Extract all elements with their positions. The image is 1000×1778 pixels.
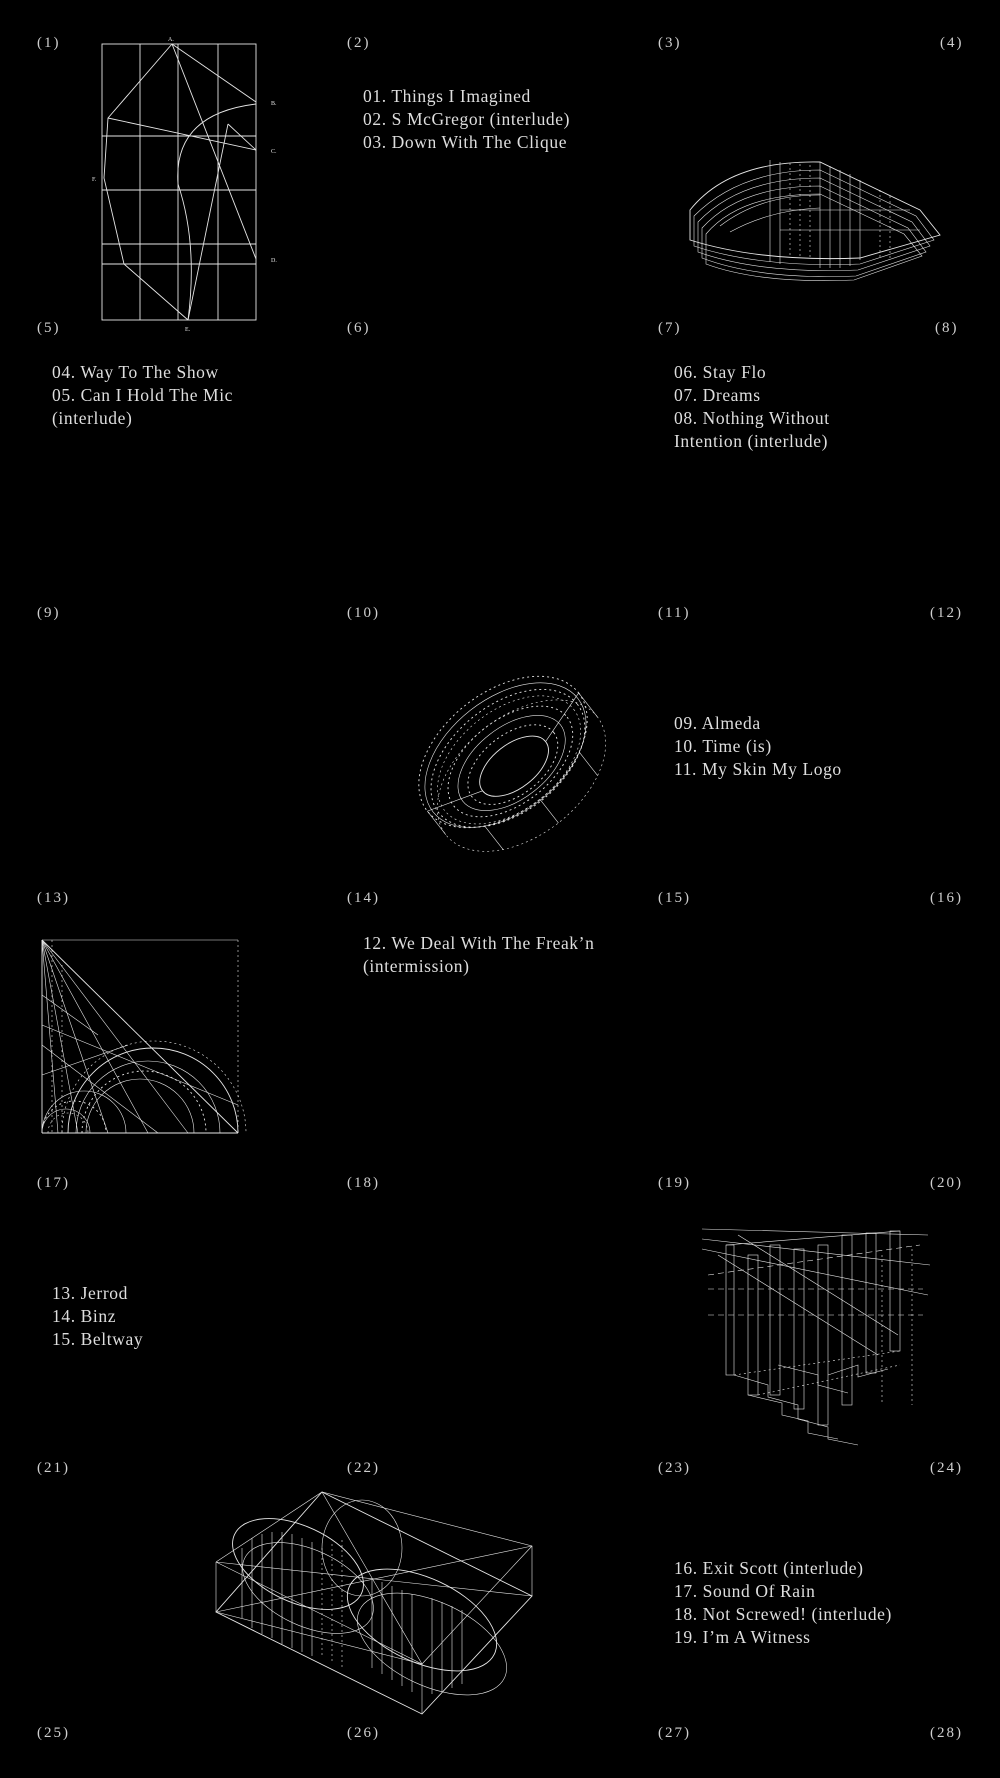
track-title: 10. Time (is) (674, 736, 772, 756)
track-title: 19. I’m A Witness (674, 1627, 811, 1647)
track-title: 12. We Deal With The Freak’n (363, 933, 595, 953)
track-title: 15. Beltway (52, 1329, 144, 1349)
cell-number: (12) (930, 605, 963, 621)
cell-number: (26) (347, 1725, 380, 1741)
track-title: 01. Things I Imagined (363, 86, 531, 106)
cell-number: (19) (658, 1175, 691, 1191)
geometric-grid-diagram (88, 34, 288, 334)
cell-number: (5) (37, 320, 61, 336)
track-title: 08. Nothing Without (674, 408, 830, 428)
cell-number: (1) (37, 35, 61, 51)
cell-number: (2) (347, 35, 371, 51)
tracklist-block (363, 85, 570, 154)
cell-number: (18) (347, 1175, 380, 1191)
isometric-wireframe-box (212, 1488, 542, 1718)
cell-number: (8) (935, 320, 959, 336)
cell-number: (11) (658, 605, 691, 621)
tracklist-block (674, 361, 830, 453)
cell-number: (14) (347, 890, 380, 906)
track-title: (interlude) (52, 408, 133, 428)
diagram-label: B. (271, 101, 277, 107)
track-title: 13. Jerrod (52, 1283, 128, 1303)
arches-plot-diagram (38, 935, 248, 1135)
cell-number: (23) (658, 1460, 691, 1476)
track-title: 14. Binz (52, 1306, 117, 1326)
cell-number: (27) (658, 1725, 691, 1741)
wireframe-columns-structure (698, 1225, 938, 1455)
diagram-label: C. (271, 149, 277, 155)
track-title: (intermission) (363, 956, 470, 976)
cell-number: (17) (37, 1175, 70, 1191)
diagram-label: A. (168, 37, 174, 43)
track-title: 17. Sound Of Rain (674, 1581, 816, 1601)
track-title: 03. Down With The Clique (363, 132, 568, 152)
track-title: 06. Stay Flo (674, 362, 767, 382)
diagram-label: E. (185, 327, 191, 333)
cell-number: (25) (37, 1725, 70, 1741)
cell-number: (10) (347, 605, 380, 621)
track-title: 04. Way To The Show (52, 362, 219, 382)
cell-number: (6) (347, 320, 371, 336)
cell-number: (3) (658, 35, 682, 51)
cell-number: (7) (658, 320, 682, 336)
cell-number: (16) (930, 890, 963, 906)
tracklist-block (52, 361, 233, 430)
track-title: 07. Dreams (674, 385, 761, 405)
tracklist-block (674, 712, 842, 781)
tracklist-block (674, 1557, 892, 1649)
tracklist-block (363, 932, 594, 978)
diagram-label: F. (92, 177, 97, 183)
cell-number: (9) (37, 605, 61, 621)
cell-number: (20) (930, 1175, 963, 1191)
tracklist-block (52, 1282, 143, 1351)
cell-number: (4) (940, 35, 964, 51)
track-title: 02. S McGregor (interlude) (363, 109, 571, 129)
cell-number: (13) (37, 890, 70, 906)
wireframe-arc-shell (680, 150, 950, 300)
cell-number: (24) (930, 1460, 963, 1476)
track-title: 16. Exit Scott (interlude) (674, 1558, 864, 1578)
cell-number: (15) (658, 890, 691, 906)
track-title: Intention (interlude) (674, 431, 829, 451)
track-title: 05. Can I Hold The Mic (52, 385, 234, 405)
wireframe-ring (398, 640, 608, 860)
diagram-label: D. (271, 258, 277, 264)
track-title: 09. Almeda (674, 713, 761, 733)
cell-number: (21) (37, 1460, 70, 1476)
cell-number: (22) (347, 1460, 380, 1476)
track-title: 11. My Skin My Logo (674, 759, 842, 779)
cell-number: (28) (930, 1725, 963, 1741)
track-title: 18. Not Screwed! (interlude) (674, 1604, 892, 1624)
